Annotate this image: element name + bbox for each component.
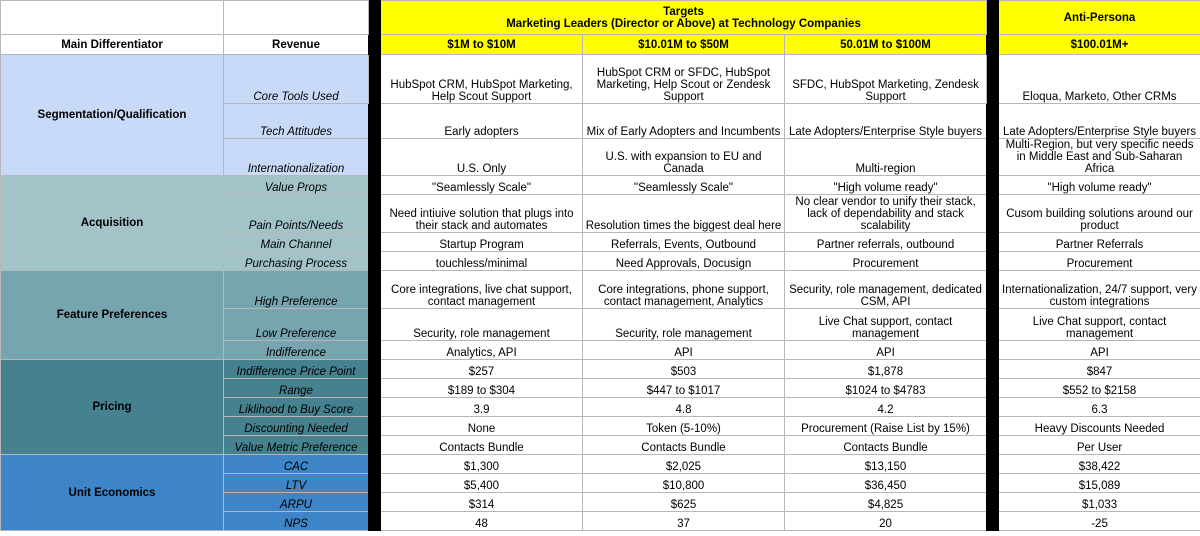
targets-title: Targets (663, 5, 704, 18)
revenue-band: $1M to $10M (381, 35, 583, 55)
table-cell: Late Adopters/Enterprise Style buyers (785, 104, 987, 139)
table-cell: U.S. with expansion to EU and Canada (583, 139, 785, 176)
table-cell: -25 (999, 512, 1200, 531)
table-cell: Live Chat support, contact management (999, 309, 1200, 341)
table-cell: Late Adopters/Enterprise Style buyers (999, 104, 1200, 139)
attribute-label: Discounting Needed (224, 417, 369, 436)
attribute-label: Core Tools Used (224, 55, 369, 104)
revenue-band: $100.01M+ (999, 35, 1200, 55)
header-blank-cell (1, 1, 224, 35)
table-cell: 4.8 (583, 398, 785, 417)
attribute-label: Indifference Price Point (224, 360, 369, 379)
table-row (1, 455, 1200, 474)
table-cell: Core integrations, live chat support, contact management (381, 271, 583, 309)
table-cell: $15,089 (999, 474, 1200, 493)
table-cell: Eloqua, Marketo, Other CRMs (999, 55, 1200, 104)
table-cell: Resolution times the biggest deal here (583, 195, 785, 233)
table-cell: "Seamlessly Scale" (583, 176, 785, 195)
attribute-label: Range (224, 379, 369, 398)
table-cell: Analytics, API (381, 341, 583, 360)
section-label: Feature Preferences (1, 271, 224, 360)
table-cell: Early adopters (381, 104, 583, 139)
table-cell: Partner referrals, outbound (785, 233, 987, 252)
table-cell: Procurement (785, 252, 987, 271)
table-cell: $1,878 (785, 360, 987, 379)
divider-bar (987, 55, 999, 531)
attribute-label: Main Channel (224, 233, 369, 252)
table-cell: 6.3 (999, 398, 1200, 417)
table-cell: $38,422 (999, 455, 1200, 474)
table-cell: $4,825 (785, 493, 987, 512)
table-cell: Partner Referrals (999, 233, 1200, 252)
table-row (1, 360, 1200, 379)
table-cell: Mix of Early Adopters and Incumbents (583, 104, 785, 139)
divider-bar (987, 1, 999, 55)
header-row-columns (1, 35, 1200, 55)
table-cell: Referrals, Events, Outbound (583, 233, 785, 252)
attribute-label: CAC (224, 455, 369, 474)
table-cell: Multi-region (785, 139, 987, 176)
table-cell: Need intiuive solution that plugs into their stack and automates (381, 195, 583, 233)
table-cell: $314 (381, 493, 583, 512)
table-cell: $1024 to $4783 (785, 379, 987, 398)
table-cell: $552 to $2158 (999, 379, 1200, 398)
table-cell: API (999, 341, 1200, 360)
col-revenue: Revenue (224, 35, 369, 55)
attribute-label: Value Metric Preference (224, 436, 369, 455)
table-cell: API (583, 341, 785, 360)
header-blank-cell (224, 1, 369, 35)
attribute-label: NPS (224, 512, 369, 531)
table-cell: U.S. Only (381, 139, 583, 176)
table-cell: SFDC, HubSpot Marketing, Zendesk Support (785, 55, 987, 104)
table-cell: Security, role management (583, 309, 785, 341)
table-cell: "High volume ready" (999, 176, 1200, 195)
table-cell: 20 (785, 512, 987, 531)
table-cell: $10,800 (583, 474, 785, 493)
table-cell: Need Approvals, Docusign (583, 252, 785, 271)
table-row (1, 55, 1200, 104)
col-main-differentiator: Main Differentiator (1, 35, 224, 55)
table-cell: $189 to $304 (381, 379, 583, 398)
table-cell: $625 (583, 493, 785, 512)
table-cell: $13,150 (785, 455, 987, 474)
table-cell: 48 (381, 512, 583, 531)
table-cell: 37 (583, 512, 785, 531)
targets-header (381, 1, 987, 35)
table-cell: $2,025 (583, 455, 785, 474)
attribute-label: LTV (224, 474, 369, 493)
divider-bar (369, 1, 381, 55)
table-cell: Procurement (999, 252, 1200, 271)
table-row (1, 176, 1200, 195)
table-cell: $847 (999, 360, 1200, 379)
attribute-label: Internationalization (224, 139, 369, 176)
table-cell: Security, role management (381, 309, 583, 341)
table-cell: Startup Program (381, 233, 583, 252)
targets-subtitle: Marketing Leaders (Director or Above) at Technology Companies (506, 17, 861, 30)
attribute-label: Value Props (224, 176, 369, 195)
table-cell: Cusom building solutions around our product (999, 195, 1200, 233)
section-label: Segmentation/Qualification (1, 55, 224, 176)
table-cell: 4.2 (785, 398, 987, 417)
table-cell: Contacts Bundle (381, 436, 583, 455)
section-label: Unit Economics (1, 455, 224, 531)
header-row-targets (1, 1, 1200, 35)
table-cell: Heavy Discounts Needed (999, 417, 1200, 436)
attribute-label: ARPU (224, 493, 369, 512)
table-cell: Procurement (Raise List by 15%) (785, 417, 987, 436)
table-cell: Contacts Bundle (785, 436, 987, 455)
anti-persona-header: Anti-Persona (999, 1, 1200, 35)
table-cell: Internationalization, 24/7 support, very custom integrations (999, 271, 1200, 309)
table-cell: Security, role management, dedicated CSM, API (785, 271, 987, 309)
attribute-label: High Preference (224, 271, 369, 309)
section-label: Pricing (1, 360, 224, 455)
table-row (1, 271, 1200, 309)
divider-bar (369, 55, 381, 531)
table-cell: "Seamlessly Scale" (381, 176, 583, 195)
table-cell: $1,033 (999, 493, 1200, 512)
table-cell: Per User (999, 436, 1200, 455)
table-cell: API (785, 341, 987, 360)
attribute-label: Tech Attitudes (224, 104, 369, 139)
attribute-label: Liklihood to Buy Score (224, 398, 369, 417)
table-cell: $503 (583, 360, 785, 379)
table-cell: Core integrations, phone support, contact management, Analytics (583, 271, 785, 309)
table-cell: Contacts Bundle (583, 436, 785, 455)
revenue-band: 50.01M to $100M (785, 35, 987, 55)
attribute-label: Indifference (224, 341, 369, 360)
table-cell: $1,300 (381, 455, 583, 474)
attribute-label: Pain Points/Needs (224, 195, 369, 233)
attribute-label: Purchasing Process (224, 252, 369, 271)
table-cell: $36,450 (785, 474, 987, 493)
revenue-band: $10.01M to $50M (583, 35, 785, 55)
table-cell: Token (5-10%) (583, 417, 785, 436)
table-cell: $447 to $1017 (583, 379, 785, 398)
table-cell: 3.9 (381, 398, 583, 417)
table-cell: HubSpot CRM or SFDC, HubSpot Marketing, Help Scout or Zendesk Support (583, 55, 785, 104)
table-cell: No clear vendor to unify their stack, lack of dependability and stack scalability (785, 195, 987, 233)
table-cell: Live Chat support, contact management (785, 309, 987, 341)
table-cell: Multi-Region, but very specific needs in Middle East and Sub-Saharan Africa (999, 139, 1200, 176)
table-cell: touchless/minimal (381, 252, 583, 271)
table-cell: None (381, 417, 583, 436)
table-cell: "High volume ready" (785, 176, 987, 195)
table-cell: $257 (381, 360, 583, 379)
table-cell: $5,400 (381, 474, 583, 493)
section-label: Acquisition (1, 176, 224, 271)
attribute-label: Low Preference (224, 309, 369, 341)
table-cell: HubSpot CRM, HubSpot Marketing, Help Scout Support (381, 55, 583, 104)
